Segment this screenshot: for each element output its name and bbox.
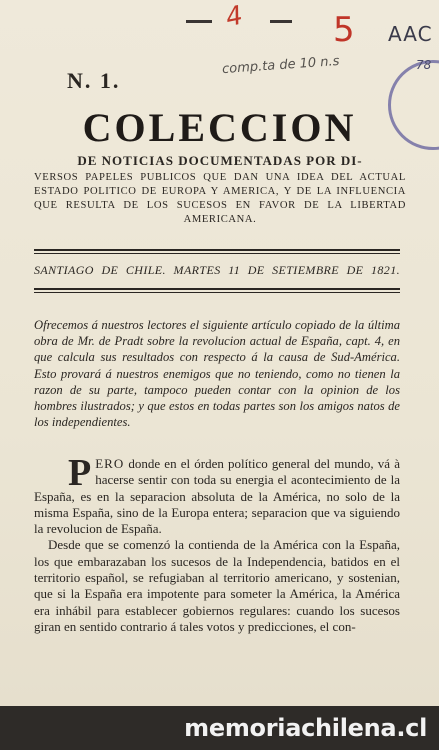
- body-paragraph-1: [34, 452, 400, 537]
- dateline: [34, 263, 400, 278]
- paragraph-1-text: donde en el órden político general del mundo, vá à hacerse sentir con toda su energia el acontecimiento de la España, es en la separacion absoluta de la América, no solo de la misma España, sino de la Europa entera; separacion que va siguiendo la revolucion de España.: [34, 456, 400, 537]
- lead-word: ERO: [95, 456, 125, 471]
- divider-top: [34, 249, 400, 251]
- subtitle-rest: VERSOS PAPELES PUBLICOS QUE DAN UNA IDEA DEL ACTUAL ESTADO POLITICO DE EUROPA Y AMERICA, Y DE LA INFLUENCIA QUE RESULTA DE LOS SUCESOS EN FAVOR DE LA LIBERTAD AMERICANA.: [34, 172, 406, 225]
- ink-dash-right: [270, 20, 292, 23]
- dateline-place: SANTIAGO DE CHILE.: [34, 263, 166, 277]
- intro-paragraph: Ofrecemos á nuestros lectores el siguiente artículo copiado de la última obra de Mr. de Pradt sobre la revolucion actual de España, capt. 4, en que calcula sus resultados con respecto á la causa de Sud-América. Esto provará á nuestros enemigos que no teniendo, como no tienen la razon de su parte, tampoco pueden contar con la opinion de los hombres ilustrados; y que estos en todas partes son los amigos natos de los independientes.: [34, 318, 400, 430]
- dateline-date: MARTES 11 DE SETIEMBRE DE 1821.: [173, 263, 401, 277]
- archive-code: AAC: [388, 22, 433, 46]
- stamp-number: 78: [416, 58, 432, 72]
- red-handwritten-mark: 4: [223, 0, 246, 34]
- brand-logo[interactable]: memoriachilena.cl: [184, 714, 427, 742]
- subtitle-line1: DE NOTICIAS DOCUMENTADAS POR DI-: [77, 153, 363, 168]
- divider-top-thin: [34, 253, 400, 254]
- footer-bar: [0, 706, 439, 750]
- page-title: COLECCION: [82, 105, 357, 150]
- body-paragraph-2: Desde que se comenzó la contienda de la América con la España, los que embarazaban los sucesos de la Independencia, batidos en el territorio español, se refugiaban al territorio americano, y sostenian, que si la España era impotente para someter la América, la América era inhábil para establecer gobiernos regulares: cuando los sucesos giran en sentido contrario á tales votos y predicciones, el con-: [34, 537, 400, 634]
- divider-bottom: [34, 288, 400, 290]
- red-handwritten-number: 5: [333, 10, 355, 50]
- divider-bottom-thin: [34, 292, 400, 293]
- drop-cap: P: [68, 452, 92, 494]
- article-body: [34, 452, 400, 635]
- pencil-annotation: comp.ta de 10 n.s: [221, 53, 340, 78]
- issue-number: N. 1.: [67, 68, 121, 93]
- ink-dash-left: [186, 20, 212, 23]
